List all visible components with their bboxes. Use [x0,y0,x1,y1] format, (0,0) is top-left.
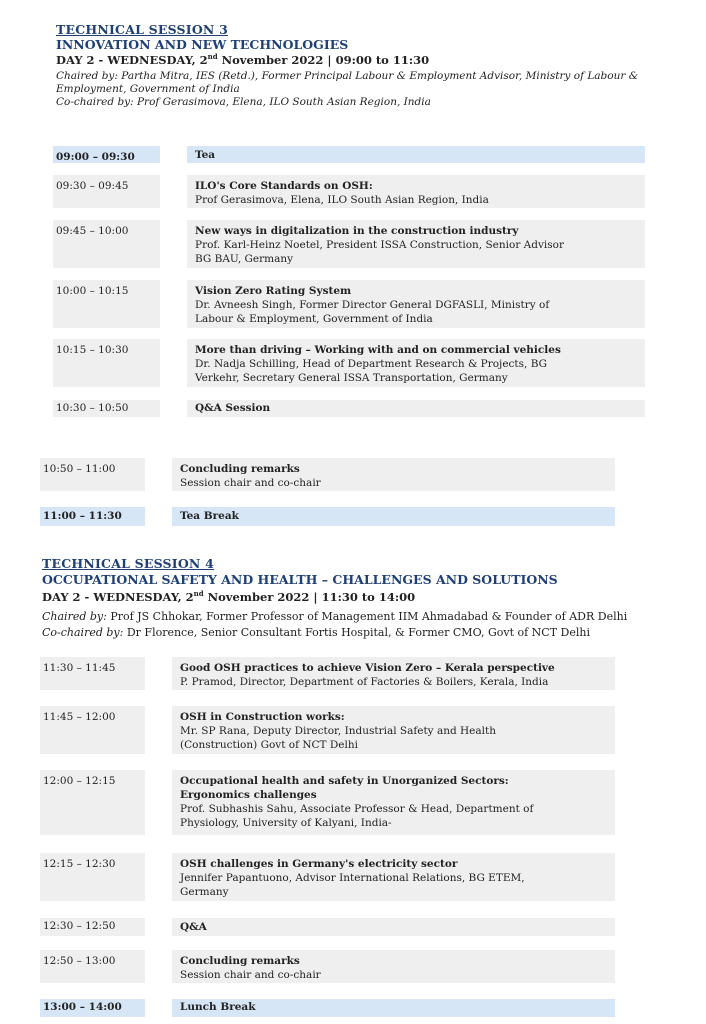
session-cell [172,507,615,526]
session4-title: OCCUPATIONAL SAFETY AND HEALTH – CHALLENGES AND SOLUTIONS [42,572,558,587]
item-title: Ergonomics challenges [180,789,317,801]
session4-chair [42,609,702,641]
session4-label: TECHNICAL SESSION 4 [42,556,214,571]
chair-label: Chaired by: [42,610,107,623]
cochair-text: Dr Florence, Senior Consultant Fortis Hospital, & Former CMO, Govt of NCT Delhi [123,626,590,639]
item-line: Session chair and co-chair [180,477,321,489]
chair-line: Employment, Government of India [56,83,240,95]
item-title: Tea [195,149,216,161]
item-title: New ways in digitalization in the construction industry [195,225,519,237]
item-line: Jennifer Papantuono, Advisor International Relations, BG ETEM, [180,872,525,884]
time-cell: 12:50 – 13:00 [40,950,145,983]
session3-label: TECHNICAL SESSION 3 [56,22,228,37]
session-cell [172,706,615,754]
item-line: Prof. Karl-Heinz Noetel, President ISSA Construction, Senior Advisor [195,239,564,251]
session-cell [187,339,645,387]
item-line: Prof. Subhashis Sahu, Associate Professor & Head, Department of [180,803,534,815]
time-cell: 09:30 – 09:45 [53,175,160,208]
item-title: Concluding remarks [180,463,300,475]
item-line: Session chair and co-chair [180,969,321,981]
session-cell [172,999,615,1017]
day-time: November 2022 | 09:00 to 11:30 [217,52,430,67]
session-cell [172,657,615,690]
time-cell: 10:15 – 10:30 [53,339,160,387]
item-title: Occupational health and safety in Unorganized Sectors: [180,775,509,787]
time-cell: 09:00 – 09:30 [53,146,160,163]
session-cell [172,950,615,983]
session-cell [172,770,615,835]
item-line: Verkehr, Secretary General ISSA Transportation, Germany [195,372,508,384]
item-line: (Construction) Govt of NCT Delhi [180,739,358,751]
item-line: Dr. Nadja Schilling, Head of Department Research & Projects, BG [195,358,547,370]
session3-day [56,52,429,67]
time-cell: 10:30 – 10:50 [53,400,160,417]
time-cell: 12:15 – 12:30 [40,853,145,901]
cochair-line: Co-chaired by: Prof Gerasimova, Elena, ILO South Asian Region, India [56,96,431,108]
day-sup: nd [193,589,204,598]
item-line: Mr. SP Rana, Deputy Director, Industrial Safety and Health [180,725,496,737]
chair-text: Prof JS Chhokar, Former Professor of Management IIM Ahmadabad & Founder of ADR Delhi [106,610,628,623]
session3-chair [56,70,696,109]
session-cell [187,400,645,417]
session-cell [172,853,615,901]
time-cell: 09:45 – 10:00 [53,220,160,268]
day-sup: nd [207,52,218,61]
time-cell: 11:45 – 12:00 [40,706,145,754]
day-time: November 2022 | 11:30 to 14:00 [203,589,416,604]
day-text: DAY 2 - WEDNESDAY, 2 [42,589,194,604]
session-cell [172,918,615,936]
time-cell: 10:00 – 10:15 [53,280,160,328]
session-cell [187,146,645,163]
item-line: Physiology, University of Kalyani, India- [180,817,392,829]
time-cell: 11:30 – 11:45 [40,657,145,690]
session3-title: INNOVATION AND NEW TECHNOLOGIES [56,37,349,52]
chair-line: Chaired by: Partha Mitra, IES (Retd.), Former Principal Labour & Employment Advisor, Ministry of Labour & [56,70,639,82]
item-line: Prof Gerasimova, Elena, ILO South Asian Region, India [195,194,489,206]
item-line: Germany [180,886,229,898]
session-cell [172,458,615,491]
item-line: P. Pramod, Director, Department of Factories & Boilers, Kerala, India [180,676,549,688]
session-cell [187,280,645,328]
session-cell [187,220,645,268]
time-cell: 12:30 – 12:50 [40,918,145,936]
item-title: OSH in Construction works: [180,711,345,723]
item-title: Tea Break [180,510,239,522]
time-cell: 13:00 – 14:00 [40,999,145,1017]
item-title: ILO's Core Standards on OSH: [195,180,373,192]
item-title: Lunch Break [180,1001,256,1013]
item-line: Labour & Employment, Government of India [195,313,433,325]
item-title: Q&A Session [195,402,271,414]
item-title: More than driving – Working with and on commercial vehicles [195,344,561,356]
item-title: Good OSH practices to achieve Vision Zero – Kerala perspective [180,662,555,674]
day-text: DAY 2 - WEDNESDAY, 2 [56,52,208,67]
item-title: Vision Zero Rating System [195,285,352,297]
item-line: Dr. Avneesh Singh, Former Director General DGFASLI, Ministry of [195,299,550,311]
item-title: Q&A [180,921,207,933]
time-cell: 11:00 – 11:30 [40,507,145,526]
time-cell: 10:50 – 11:00 [40,458,145,491]
item-line: BG BAU, Germany [195,253,294,265]
session4-day [42,589,415,604]
session-cell [187,175,645,208]
cochair-label: Co-chaired by: [42,626,124,639]
time-cell: 12:00 – 12:15 [40,770,145,835]
item-title: OSH challenges in Germany's electricity sector [180,858,458,870]
item-title: Concluding remarks [180,955,300,967]
